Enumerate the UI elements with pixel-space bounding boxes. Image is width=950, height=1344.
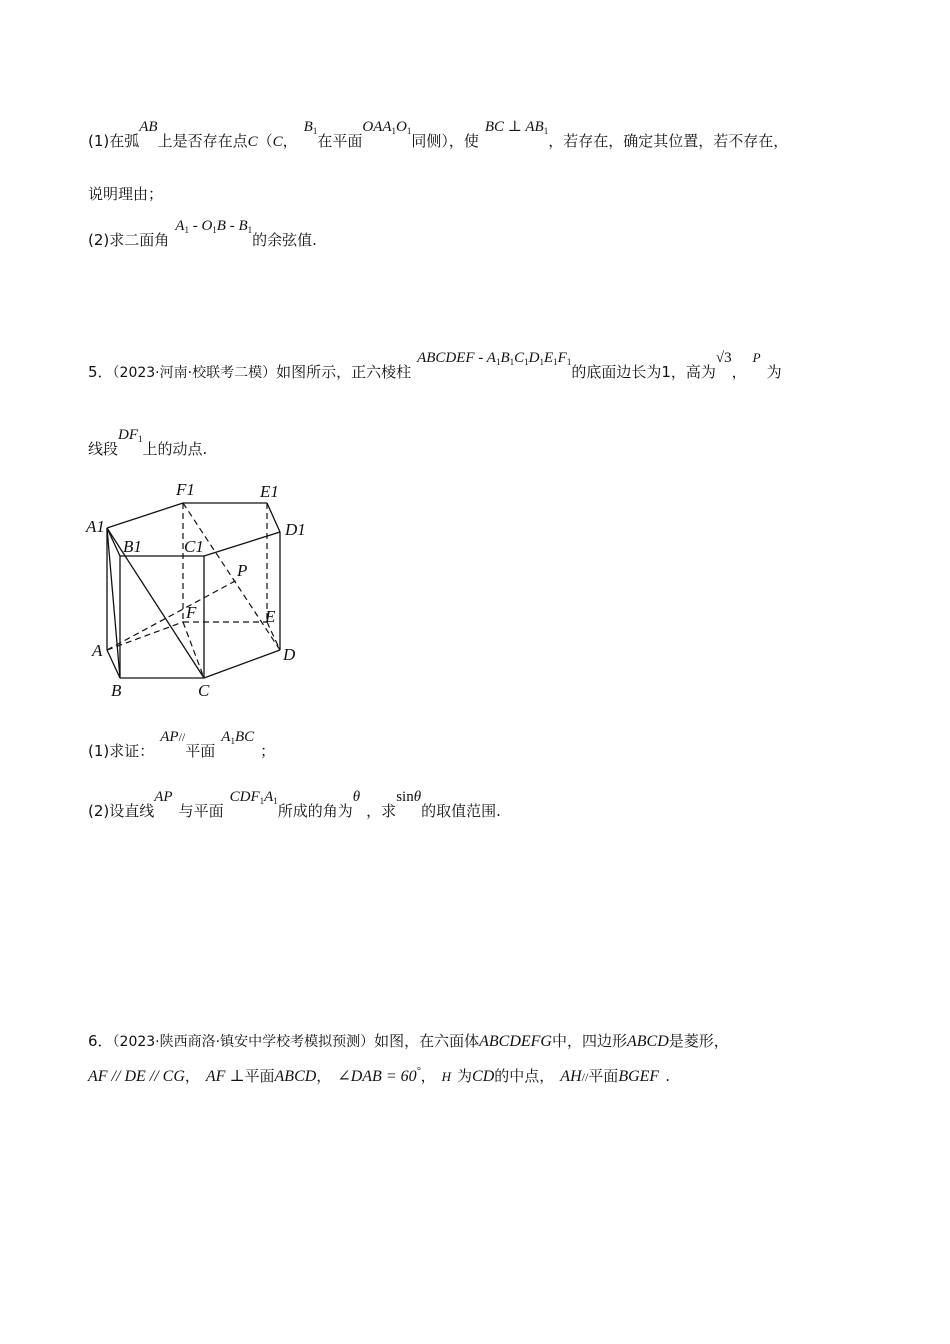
plane-part: O bbox=[396, 119, 407, 135]
text: 中，四边形 bbox=[551, 1032, 627, 1050]
label-a: A bbox=[92, 641, 103, 660]
segment-ap-hidden bbox=[107, 580, 237, 650]
math-theta: θ bbox=[352, 789, 361, 805]
sub: 1 bbox=[543, 126, 549, 136]
sub: 1 bbox=[230, 736, 235, 746]
sub: 1 bbox=[247, 225, 253, 235]
math-b: B bbox=[303, 119, 313, 135]
sub: 1 bbox=[273, 796, 278, 806]
math: A bbox=[264, 789, 274, 805]
dash: - bbox=[225, 218, 239, 234]
math: BC bbox=[234, 729, 255, 745]
edge-e1d1 bbox=[267, 503, 280, 532]
text: 上的动点. bbox=[142, 440, 208, 458]
angle: ∠DAB = 60 bbox=[337, 1068, 417, 1085]
math-condition bbox=[485, 119, 548, 135]
text: 求证： bbox=[109, 742, 155, 760]
q4-part2-line bbox=[88, 218, 317, 250]
math-solid: ABCDEFG bbox=[479, 1033, 552, 1050]
math-relation: AF ⊥ bbox=[205, 1068, 245, 1085]
text: 平面 bbox=[588, 1067, 619, 1085]
dash: - bbox=[188, 218, 202, 234]
math-h: H bbox=[441, 1069, 452, 1084]
text: （ bbox=[257, 132, 273, 150]
question-source: （2023·陕西商洛·镇安中学校考模拟预测） bbox=[112, 1034, 375, 1050]
label-a1: A1 bbox=[86, 517, 105, 536]
math-sqrt3: √3 bbox=[715, 350, 732, 366]
math-prism bbox=[417, 350, 571, 366]
text: ，求 bbox=[366, 802, 397, 820]
label-f1: F1 bbox=[176, 480, 195, 499]
math-angle bbox=[337, 1068, 420, 1085]
text: 如图所示，正六棱柱 bbox=[276, 363, 412, 381]
sub: 1 bbox=[509, 357, 515, 367]
text: 的余弦值. bbox=[252, 231, 317, 249]
q5-stem-line2 bbox=[88, 427, 208, 459]
condition: BC ⊥ AB bbox=[484, 119, 544, 135]
math-b1 bbox=[304, 119, 318, 135]
math: F bbox=[557, 350, 567, 366]
plane-part: OAA bbox=[362, 119, 392, 135]
label-d: D bbox=[283, 645, 296, 664]
math-quad: ABCD bbox=[626, 1033, 669, 1050]
hexagonal-prism-figure bbox=[80, 470, 330, 710]
text: 在平面 bbox=[317, 132, 363, 150]
math: ABCDEF - A bbox=[417, 350, 496, 366]
label-b1: B1 bbox=[123, 537, 142, 556]
label-c: C bbox=[198, 681, 210, 700]
sub: 1 bbox=[138, 434, 143, 444]
math-sin: sin bbox=[396, 789, 414, 805]
text: 线段 bbox=[88, 440, 119, 458]
text: 上是否存在点 bbox=[157, 132, 248, 150]
q4-part1-line2 bbox=[88, 183, 163, 204]
math-relation: AF // DE // CG bbox=[88, 1068, 185, 1085]
edge-d1c1 bbox=[204, 532, 280, 556]
edge-ed-hidden bbox=[267, 622, 280, 650]
math: A bbox=[221, 729, 231, 745]
math-arc: AB bbox=[139, 119, 158, 135]
math-plane bbox=[221, 729, 254, 745]
segment-f1d-hidden bbox=[183, 503, 280, 650]
text: ， bbox=[420, 1067, 436, 1085]
q6-stem-line2 bbox=[88, 1065, 670, 1086]
sub: 1 bbox=[524, 357, 529, 367]
math: E bbox=[544, 350, 554, 366]
math: DF bbox=[118, 427, 139, 443]
math-plane bbox=[362, 119, 411, 135]
text: ， bbox=[316, 1067, 332, 1085]
text: 的底面边长为1，高为 bbox=[571, 363, 716, 381]
label-e1: E1 bbox=[260, 482, 279, 501]
math: B bbox=[216, 218, 226, 234]
part-number: (2) bbox=[88, 231, 110, 249]
text: ； bbox=[260, 742, 276, 760]
math-p: P bbox=[752, 350, 761, 365]
text: 说明理由； bbox=[88, 185, 164, 203]
part-number: (1) bbox=[88, 132, 110, 150]
math-plane bbox=[230, 789, 278, 805]
label-e: E bbox=[265, 607, 276, 626]
text: 为 bbox=[766, 363, 782, 381]
sub: 1 bbox=[553, 357, 558, 367]
sub: 1 bbox=[184, 225, 189, 235]
label-f: F bbox=[186, 603, 197, 622]
math-plane: ABCD bbox=[274, 1068, 317, 1085]
text: ， bbox=[184, 1067, 200, 1085]
math: D bbox=[528, 350, 540, 366]
edge-a1f1 bbox=[107, 503, 183, 528]
math-ap: AP bbox=[154, 789, 173, 805]
text: 平面 bbox=[185, 742, 216, 760]
q5-part1-line bbox=[88, 729, 276, 761]
sub: 1 bbox=[212, 225, 217, 235]
q5-part2-line bbox=[88, 789, 501, 821]
text: 与平面 bbox=[178, 802, 224, 820]
math-ah: AH bbox=[560, 1068, 582, 1085]
sub: 1 bbox=[406, 126, 412, 136]
math: A bbox=[175, 218, 185, 234]
text: ， bbox=[282, 132, 298, 150]
math-segment bbox=[118, 427, 143, 443]
label-p: P bbox=[237, 561, 248, 580]
text: 设直线 bbox=[109, 802, 155, 820]
part-number: (1) bbox=[88, 742, 110, 760]
text: ，若存在，确定其位置，若不存在， bbox=[548, 132, 789, 150]
math: B bbox=[238, 218, 248, 234]
question-number: 6． bbox=[88, 1032, 113, 1050]
parallel-symbol: // bbox=[581, 1070, 589, 1084]
math-cd: CD bbox=[472, 1068, 495, 1085]
label-b: B bbox=[111, 681, 122, 700]
q6-stem-line1 bbox=[88, 1030, 729, 1051]
math: C bbox=[514, 350, 525, 366]
text: 平面 bbox=[244, 1067, 275, 1085]
text: 如图，在六面体 bbox=[374, 1032, 480, 1050]
text: 求二面角 bbox=[109, 231, 170, 249]
text: ， bbox=[731, 363, 747, 381]
text: 是菱形， bbox=[668, 1032, 729, 1050]
math: B bbox=[500, 350, 510, 366]
sub: 1 bbox=[312, 126, 318, 136]
math-c: C bbox=[272, 134, 283, 150]
sub: 1 bbox=[539, 357, 544, 367]
text: 同侧），使 bbox=[411, 132, 479, 150]
label-d1: D1 bbox=[285, 520, 306, 539]
sub: 1 bbox=[566, 357, 572, 367]
text: 的取值范围. bbox=[421, 802, 501, 820]
text: 所成的角为 bbox=[277, 802, 353, 820]
q4-part1-line1 bbox=[88, 119, 789, 151]
sub: 1 bbox=[495, 357, 501, 367]
math-ap: AP bbox=[160, 729, 179, 745]
parallel-symbol: // bbox=[178, 730, 186, 744]
question-number: 5． bbox=[88, 363, 113, 381]
label-c1: C1 bbox=[184, 537, 204, 556]
math-plane: BGEF bbox=[618, 1068, 660, 1085]
math-dihedral bbox=[175, 218, 252, 234]
sub: 1 bbox=[391, 126, 397, 136]
question-source: （2023·河南·校联考二模） bbox=[112, 365, 277, 381]
math-theta: θ bbox=[413, 789, 422, 805]
q5-stem-line1 bbox=[88, 350, 782, 382]
edge-cd bbox=[204, 650, 280, 678]
edge-af-hidden bbox=[107, 622, 183, 650]
text: 的中点， bbox=[494, 1067, 555, 1085]
part-number: (2) bbox=[88, 802, 110, 820]
text: 为 bbox=[457, 1067, 473, 1085]
math: O bbox=[201, 218, 213, 234]
text: . bbox=[665, 1067, 670, 1085]
sub: 1 bbox=[259, 796, 265, 806]
math-c: C bbox=[247, 134, 258, 150]
math: CDF bbox=[229, 789, 260, 805]
text: 在弧 bbox=[109, 132, 140, 150]
degree: ° bbox=[416, 1066, 421, 1077]
